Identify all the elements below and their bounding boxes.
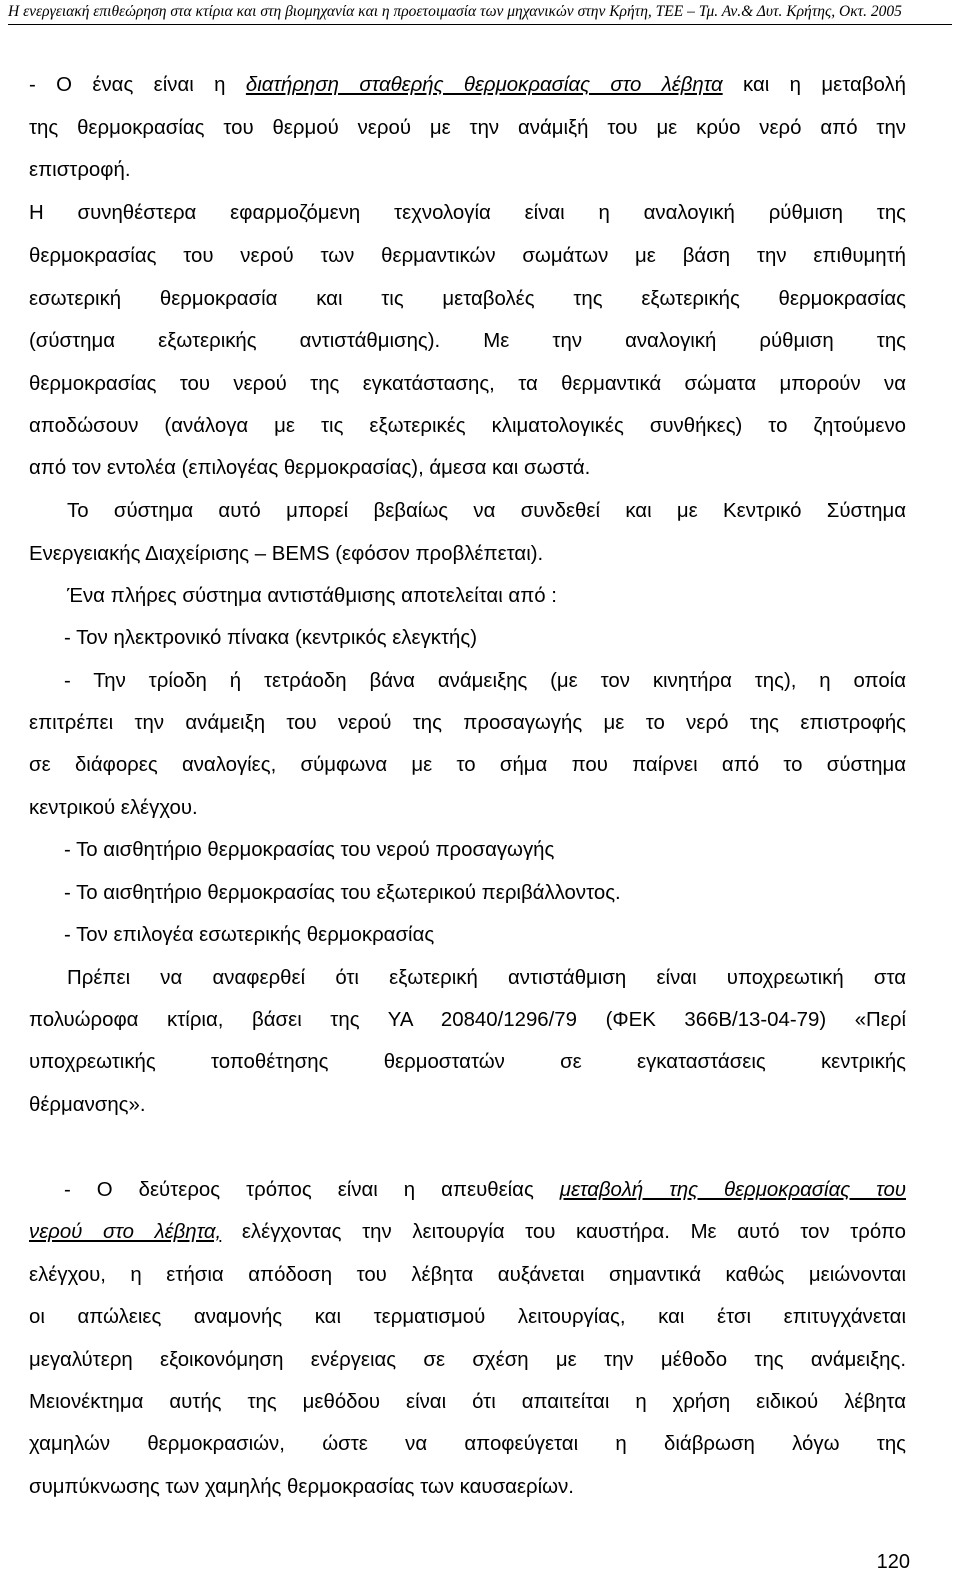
text-line: πολυώροφα κτίρια, βάσει της ΥΑ 20840/1296/79 (ΦΕΚ 366Β/13-04-79) «Περί bbox=[29, 1009, 906, 1031]
text-line: μεγαλύτερη εξοικονόμηση ενέργειας σε σχέση με την μέθοδο της ανάμειξης. bbox=[29, 1349, 906, 1371]
text-line: της θερμοκρασίας του θερμού νερού με την ανάμιξή του με κρύο νερό από την bbox=[29, 117, 906, 139]
text-line: Το σύστημα αυτό μπορεί βεβαίως να συνδεθεί και με Κεντρικό Σύστημα bbox=[67, 500, 906, 522]
header-rule bbox=[8, 24, 952, 25]
text-line: ελέγχου, η ετήσια απόδοση του λέβητα αυξάνεται σημαντικά καθώς μειώνονται bbox=[29, 1264, 906, 1286]
text-line: (σύστημα εξωτερικής αντιστάθμισης). Με την αναλογική ρύθμιση της bbox=[29, 330, 906, 352]
text-line: Η συνηθέστερα εφαρμοζόμενη τεχνολογία είναι η αναλογική ρύθμιση της bbox=[29, 202, 906, 224]
text-run: - Ο δεύτερος τρόπος είναι η απευθείας bbox=[64, 1179, 560, 1201]
text-line: θερμοκρασίας του νερού της εγκατάστασης, τα θερμαντικά σώματα μπορούν να bbox=[29, 373, 906, 395]
text-run: - Ο ένας είναι η bbox=[29, 74, 246, 96]
text-line: σε διάφορες αναλογίες, σύμφωνα με το σήμα που παίρνει από το σύστημα bbox=[29, 754, 906, 776]
list-item: - Τον ηλεκτρονικό πίνακα (κεντρικός ελεγκτής) bbox=[64, 627, 477, 649]
text-line: υποχρεωτικής τοποθέτησης θερμοστατών σε εγκαταστάσεις κεντρικής bbox=[29, 1051, 906, 1073]
text-line: συμπύκνωσης των χαμηλής θερμοκρασίας των καυσαερίων. bbox=[29, 1476, 574, 1498]
text-line: θέρμανσης». bbox=[29, 1094, 146, 1116]
text-line: θερμοκρασίας του νερού των θερμαντικών σωμάτων με βάση την επιθυμητή bbox=[29, 245, 906, 267]
text-line: αποδώσουν (ανάλογα με τις εξωτερικές κλιματολογικές συνθήκες) το ζητούμενο bbox=[29, 415, 906, 437]
list-item: - Το αισθητήριο θερμοκρασίας του εξωτερικού περιβάλλοντος. bbox=[64, 882, 621, 904]
emphasized-text: νερού στο λέβητα, bbox=[29, 1221, 222, 1243]
emphasized-text: διατήρηση σταθερής θερμοκρασίας στο λέβητα bbox=[245, 74, 723, 96]
page-number: 120 bbox=[876, 1551, 910, 1573]
text-line: Πρέπει να αναφερθεί ότι εξωτερική αντιστάθμιση είναι υποχρεωτική στα bbox=[67, 967, 906, 989]
running-header: Η ενεργειακή επιθεώρηση στα κτίρια και στη βιομηχανία και η προετοιμασία των μηχανικών στην Κρήτη, ΤΕΕ – Τμ. Αν.& Δυτ. Κρήτης, Οκτ. 2005 bbox=[8, 3, 902, 20]
list-item: - Τον επιλογέα εσωτερικής θερμοκρασίας bbox=[64, 924, 435, 946]
list-item: - Το αισθητήριο θερμοκρασίας του νερού προσαγωγής bbox=[64, 839, 555, 861]
text-line: χαμηλών θερμοκρασιών, ώστε να αποφεύγεται η διάβρωση λόγω της bbox=[29, 1433, 906, 1455]
text-run: ελέγχοντας την λειτουργία του καυστήρα. Με αυτό τον τρόπο bbox=[221, 1221, 906, 1243]
text-line: Ενεργειακής Διαχείρισης – BEMS (εφόσον προβλέπεται). bbox=[29, 543, 544, 565]
text-line bbox=[29, 1220, 906, 1244]
text-line bbox=[29, 73, 906, 97]
text-line: κεντρικού ελέγχου. bbox=[29, 797, 198, 819]
text-line bbox=[64, 1178, 906, 1202]
list-item: - Την τρίοδη ή τετράοδη βάνα ανάμειξης (με τον κινητήρα της), η οποία bbox=[64, 670, 906, 692]
text-line: επιστροφή. bbox=[29, 159, 131, 181]
text-run: και η μεταβολή bbox=[722, 74, 906, 96]
text-line: από τον εντολέα (επιλογέας θερμοκρασίας), άμεσα και σωστά. bbox=[29, 457, 591, 479]
text-line: εσωτερική θερμοκρασία και τις μεταβολές της εξωτερικής θερμοκρασίας bbox=[29, 288, 906, 310]
text-line: επιτρέπει την ανάμειξη του νερού της προσαγωγής με το νερό της επιστροφής bbox=[29, 712, 906, 734]
emphasized-text: μεταβολή της θερμοκρασίας του bbox=[559, 1179, 906, 1201]
text-line: οι απώλειες αναμονής και τερματισμού λειτουργίας, και έτσι επιτυγχάνεται bbox=[29, 1306, 906, 1328]
text-line: Ένα πλήρες σύστημα αντιστάθμισης αποτελείται από : bbox=[67, 585, 557, 607]
text-line: Μειονέκτημα αυτής της μεθόδου είναι ότι απαιτείται η χρήση ειδικού λέβητα bbox=[29, 1391, 906, 1413]
